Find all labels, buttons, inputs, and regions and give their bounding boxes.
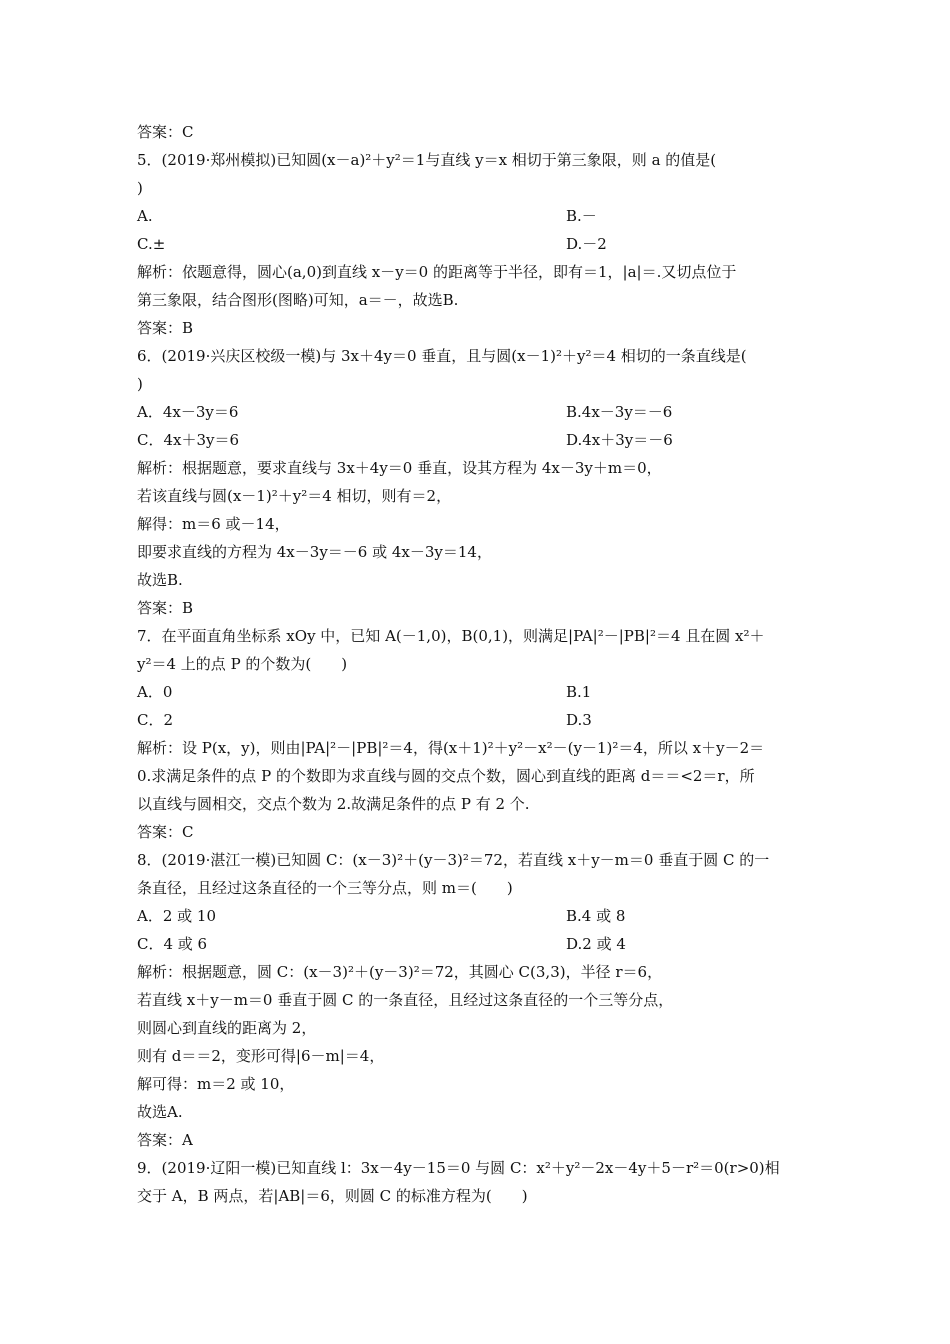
q7-solution-3: 以直线与圆相交，交点个数为 2.故满足条件的点 P 有 2 个.	[137, 795, 530, 813]
q7-solution-2: 0.求满足条件的点 P 的个数即为求直线与圆的交点个数，圆心到直线的距离 d＝＝<2＝r，所	[137, 767, 755, 785]
q6-option-b: B.4x－3y＝－6	[566, 403, 673, 421]
q8-option-d: D.2 或 4	[566, 935, 626, 953]
q6-option-a: A．4x－3y＝6	[137, 403, 239, 421]
answer-5: 答案：B	[137, 319, 194, 337]
q6-option-d: D.4x＋3y＝－6	[566, 431, 673, 449]
question-6-stem: 6．(2019·兴庆区校级一模)与 3x＋4y＝0 垂直，且与圆(x－1)²＋y²＝4 相切的一条直线是(	[137, 347, 747, 365]
question-7-stem: 7．在平面直角坐标系 xOy 中，已知 A(－1,0)，B(0,1)，则满足|PA|²－|PB|²＝4 且在圆 x²＋	[137, 627, 765, 645]
q6-solution-1: 解析：根据题意，要求直线与 3x＋4y＝0 垂直，设其方程为 4x－3y＋m＝0，	[137, 459, 662, 477]
q5-option-b: B.－	[566, 207, 597, 225]
q7-option-d: D.3	[566, 711, 592, 729]
q5-option-d: D.－2	[566, 235, 607, 253]
answer-7: 答案：C	[137, 823, 194, 841]
answer-8: 答案：A	[137, 1131, 193, 1149]
q6-solution-4: 即要求直线的方程为 4x－3y＝－6 或 4x－3y＝14，	[137, 543, 492, 561]
q6-option-c: C．4x＋3y＝6	[137, 431, 240, 449]
q6-solution-5: 故选B.	[137, 571, 183, 589]
q8-option-a: A．2 或 10	[137, 907, 216, 925]
question-9-stem: 9．(2019·辽阳一模)已知直线 l：3x－4y－15＝0 与圆 C：x²＋y²－2x－4y＋5－r²＝0(r>0)相	[137, 1159, 780, 1177]
q5-option-c: C.±	[137, 235, 166, 253]
q7-solution-1: 解析：设 P(x，y)，则由|PA|²－|PB|²＝4，得(x＋1)²＋y²－x²－(y－1)²＝4，所以 x＋y－2＝	[137, 739, 765, 757]
question-5-stem: 5．(2019·郑州模拟)已知圆(x－a)²＋y²＝1与直线 y＝x 相切于第三象限，则 a 的值是(	[137, 151, 717, 169]
question-8-stem-cont: 条直径，且经过这条直径的一个三等分点，则 m＝( )	[137, 879, 513, 897]
q5-solution-1: 解析：依题意得，圆心(a,0)到直线 x－y＝0 的距离等于半径，即有＝1，|a|＝.又切点位于	[137, 263, 737, 281]
q6-solution-3: 解得：m＝6 或－14，	[137, 515, 290, 533]
q5-option-a: A.	[137, 207, 153, 225]
answer-6: 答案：B	[137, 599, 194, 617]
q8-solution-5: 解可得：m＝2 或 10，	[137, 1075, 295, 1093]
question-7-stem-cont: y²＝4 上的点 P 的个数为( )	[137, 655, 348, 673]
q7-option-a: A．0	[137, 683, 173, 701]
question-6-stem-cont: )	[137, 375, 143, 393]
q8-solution-2: 若直线 x＋y－m＝0 垂直于圆 C 的一条直径，且经过这条直径的一个三等分点，	[137, 991, 674, 1009]
q5-solution-2: 第三象限，结合图形(图略)可知，a＝－，故选B.	[137, 291, 459, 309]
question-9-stem-cont: 交于 A，B 两点，若|AB|＝6，则圆 C 的标准方程为( )	[137, 1187, 528, 1205]
question-5-stem-cont: )	[137, 179, 143, 197]
q8-option-b: B.4 或 8	[566, 907, 626, 925]
q8-solution-6: 故选A.	[137, 1103, 183, 1121]
q8-option-c: C．4 或 6	[137, 935, 208, 953]
q7-option-c: C．2	[137, 711, 174, 729]
question-8-stem: 8．(2019·湛江一模)已知圆 C：(x－3)²＋(y－3)²＝72，若直线 x＋y－m＝0 垂直于圆 C 的一	[137, 851, 770, 869]
q8-solution-3: 则圆心到直线的距离为 2，	[137, 1019, 317, 1037]
q8-solution-4: 则有 d＝＝2，变形可得|6－m|＝4，	[137, 1047, 385, 1065]
q8-solution-1: 解析：根据题意，圆 C：(x－3)²＋(y－3)²＝72，其圆心 C(3,3)，半径 r＝6，	[137, 963, 663, 981]
answer-4: 答案：C	[137, 123, 194, 141]
q6-solution-2: 若该直线与圆(x－1)²＋y²＝4 相切，则有＝2，	[137, 487, 452, 505]
q7-option-b: B.1	[566, 683, 592, 701]
